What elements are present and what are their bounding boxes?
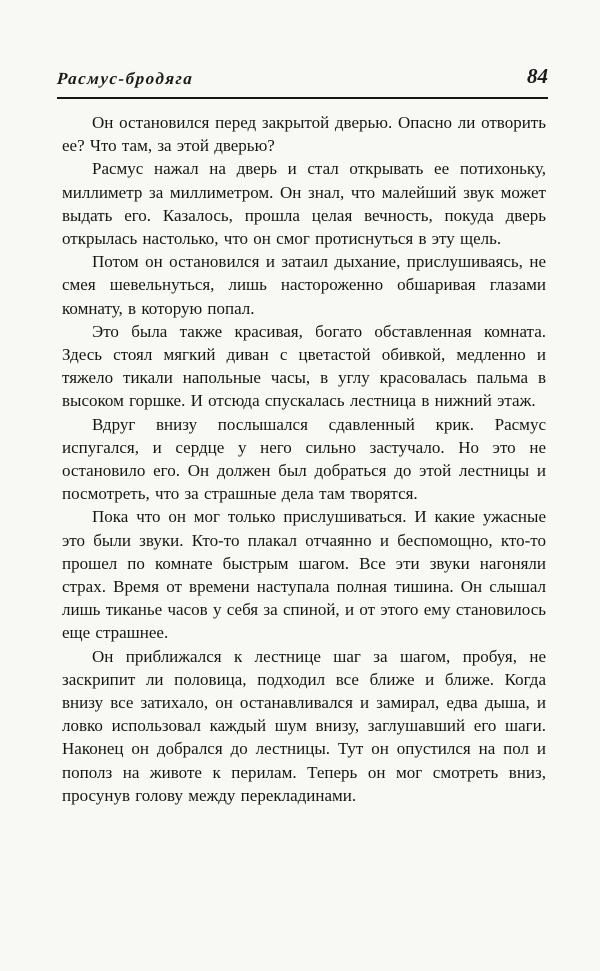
book-title: Расмус-бродяга <box>56 69 195 88</box>
paragraph-4: Это была также красивая, богато обставленная комната. Здесь стоял мягкий диван с цветастой обивкой, медленно и тяжело тикали напольные часы, в углу красовалась пальма в высоком горшке. И отсюда спускалась лестница в нижний этаж. <box>62 321 546 411</box>
paragraph-7: Он приближался к лестнице шаг за шагом, пробуя, не заскрипит ли половица, подходил все ближе и ближе. Когда внизу все затихало, он останавливался и замирал, едва дыша, и ловко использовал каждый шум внизу, заглушавший его шаги. Наконец он добрался до лестницы. Тут он опустился на пол и пополз на животе к перилам. Теперь он мог смотреть вниз, просунув голову между перекладинами. <box>62 646 546 805</box>
paragraph-6: Пока что он мог только прислушиваться. И какие ужасные это были звуки. Кто-то плакал отчаянно и беспомощно, кто-то прошел по комнате быстрым шагом. Все эти звуки нагоняли страх. Время от времени наступала полная тишина. Он слышал лишь тиканье часов у себя за спиной, и от этого ему становилось еще страшнее. <box>62 507 546 643</box>
page-body <box>62 111 546 807</box>
page-number: 84 <box>527 64 548 88</box>
paragraph-3: Потом он остановился и затаил дыхание, прислушиваясь, не смея шевельнуться, лишь настороженно обшаривая глазами комнату, в которую попал. <box>62 252 546 318</box>
paragraph-1: Он остановился перед закрытой дверью. Опасно ли отворить ее? Что там, за этой дверью? <box>62 113 546 156</box>
paragraph-2: Расмус нажал на дверь и стал открывать ее потихоньку, миллиметр за миллиметром. Он знал, что малейший звук может выдать его. Казалось, прошла целая вечность, покуда дверь открылась настолько, что он смог протиснуться в эту щель. <box>62 159 546 249</box>
paragraph-5: Вдруг внизу послышался сдавленный крик. Расмус испугался, и сердце у него сильно застучало. Но это не остановило его. Он должен был добраться до этой лестницы и посмотреть, что за страшные дела там творятся. <box>62 414 546 504</box>
page-header <box>57 64 548 99</box>
